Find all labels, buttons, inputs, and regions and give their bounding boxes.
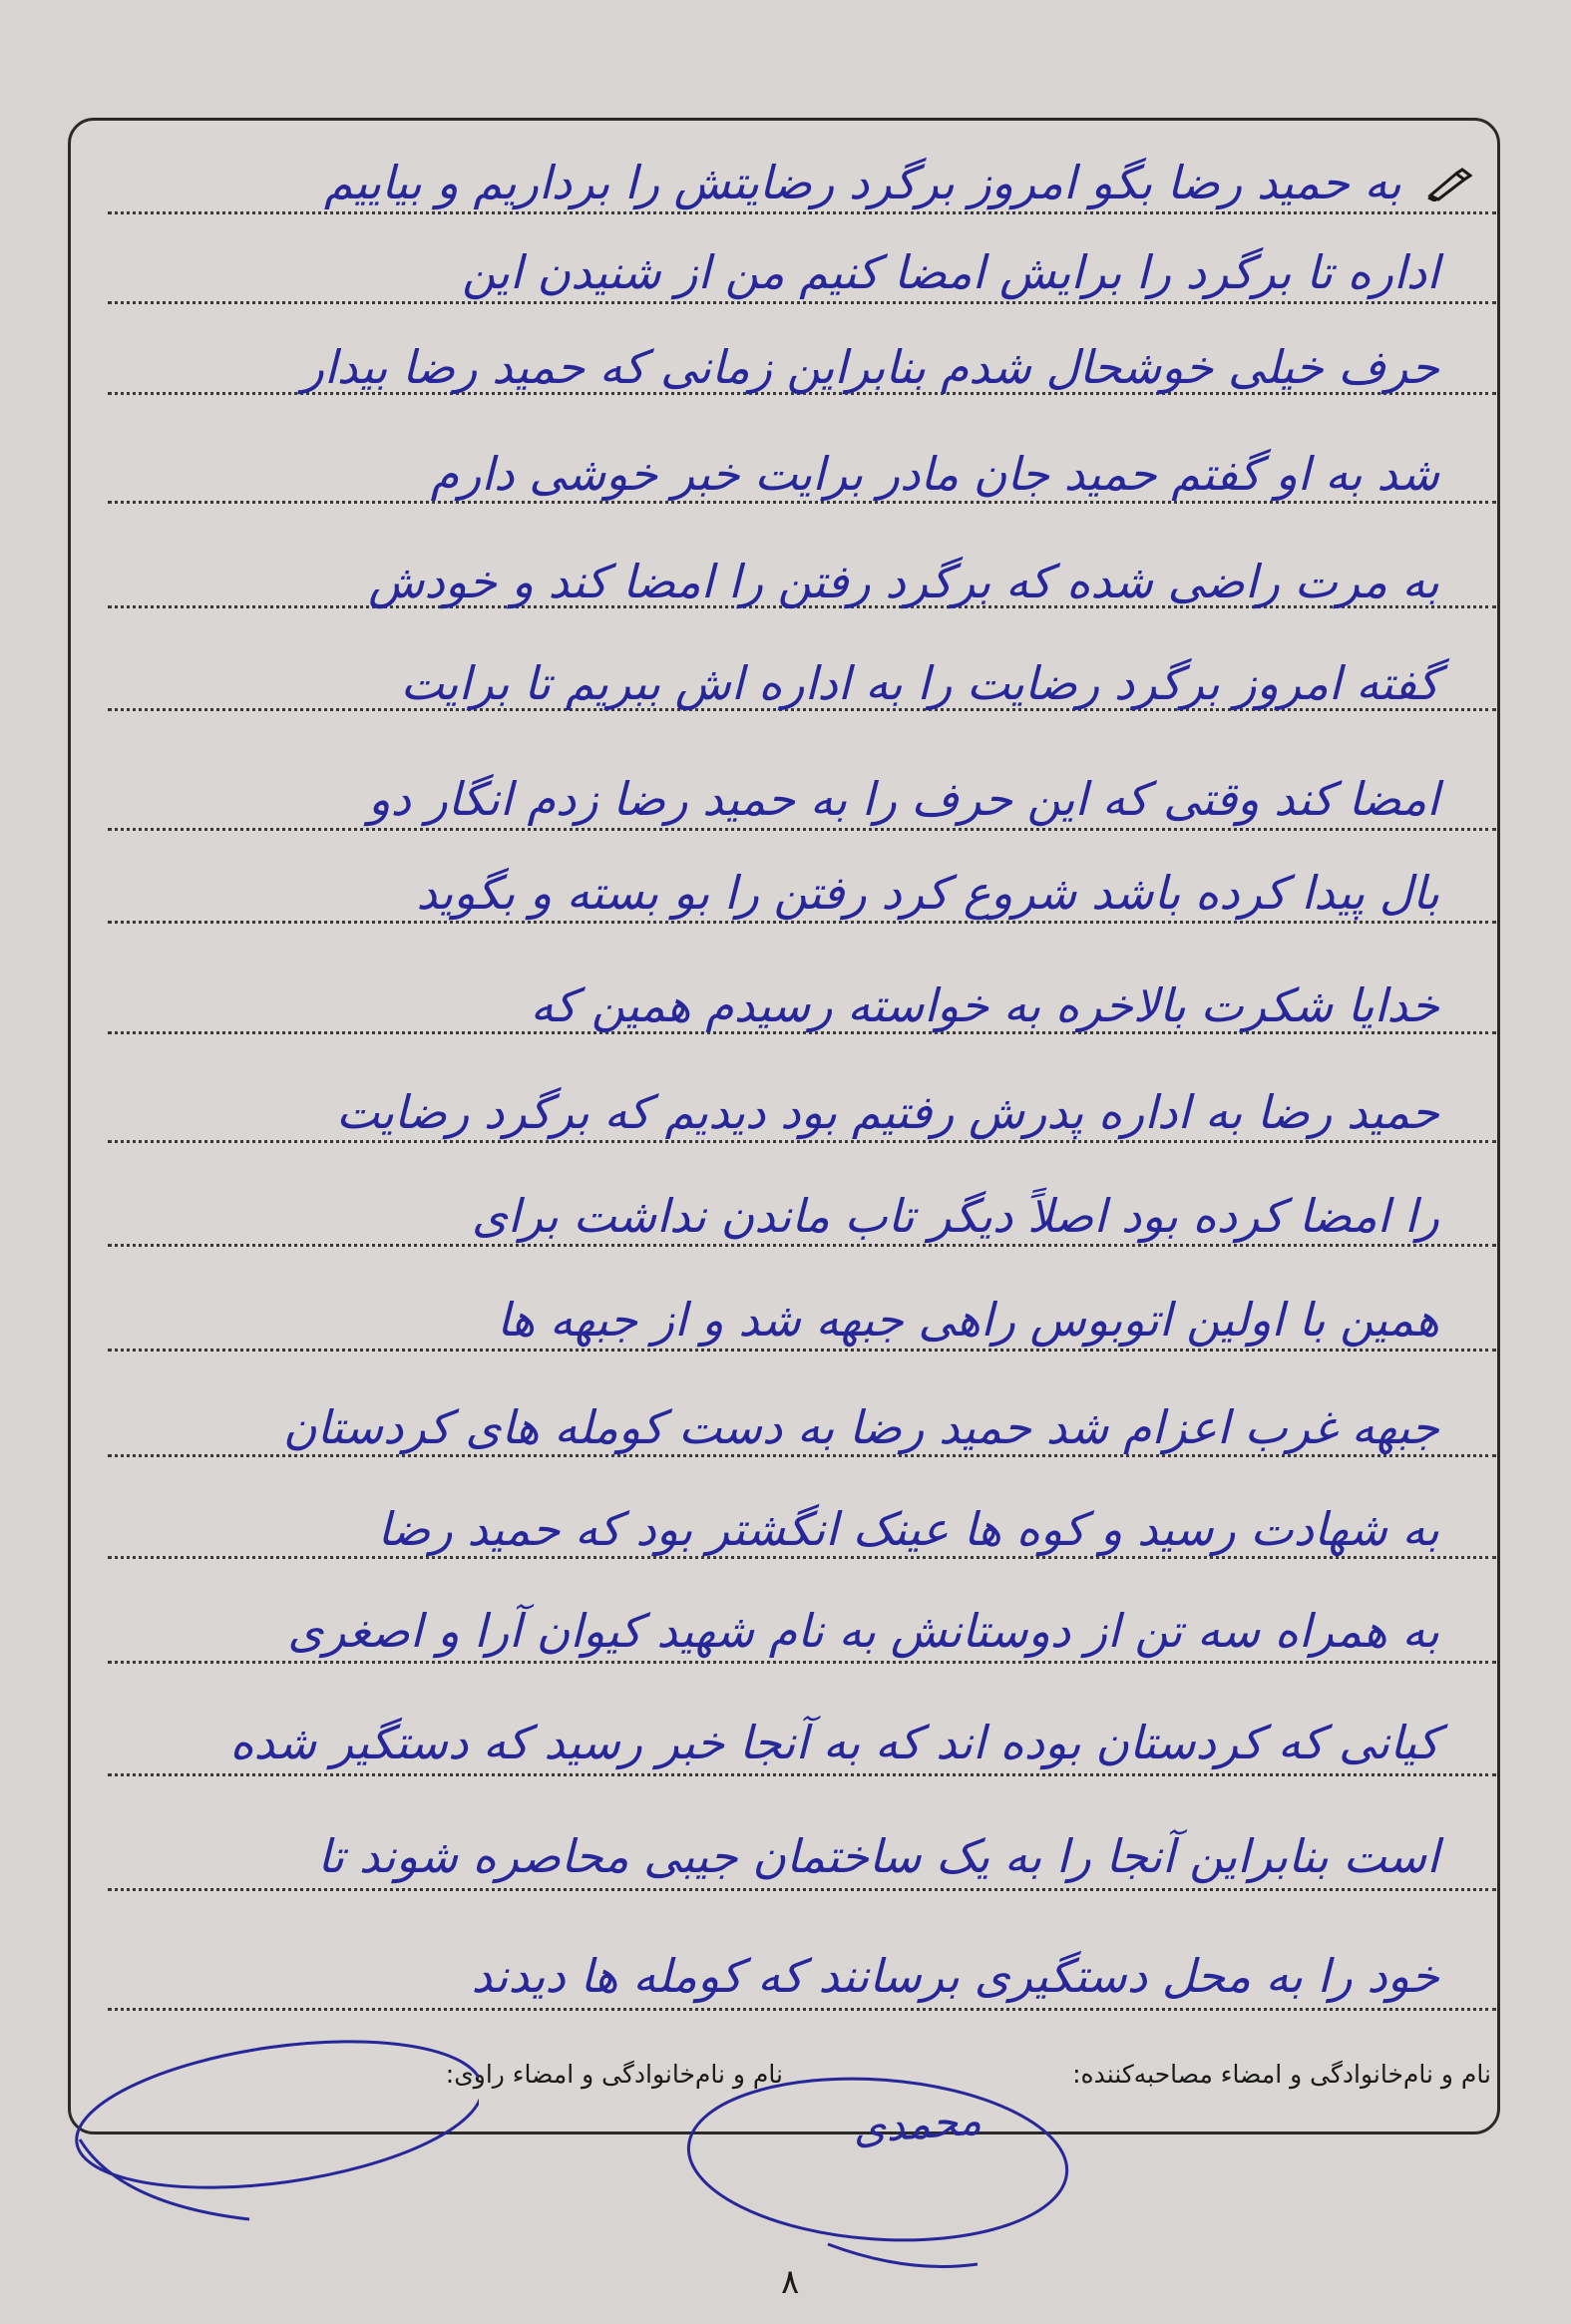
handwritten-line: است بنابراین آنجا را به یک ساختمان جیبی محاصره شوند تا (317, 1829, 1439, 1883)
ruled-line (108, 2008, 1496, 2011)
ruled-line (108, 921, 1496, 924)
handwritten-line: همین با اولین اتوبوس راهی جبهه شد و از جبهه ها (497, 1293, 1439, 1347)
handwritten-line: کیانی که کردستان بوده اند که به آنجا خبر رسید که دستگیر شده (229, 1716, 1439, 1769)
handwritten-line: به مرت راضی شده که برگرد رفتن را امضا کند و خودش (368, 555, 1439, 608)
handwritten-line: را امضا کرده بود اصلاً دیگر تاب ماندن نداشت برای (471, 1189, 1439, 1243)
handwritten-line: جبهه غرب اعزام شد حمید رضا به دست کومله های کردستان (282, 1400, 1439, 1454)
interviewer-signature-label: نام و نام‌خانوادگی و امضاء مصاحبه‌کننده: (1072, 2060, 1491, 2089)
narrator-signature-label: نام و نام‌خانوادگی و امضاء راوی: (445, 2060, 783, 2089)
signature-oval-right (678, 2065, 1097, 2274)
ruled-line (108, 1140, 1496, 1143)
page-number: ۸ (781, 2262, 800, 2302)
ruled-line (108, 501, 1496, 504)
ruled-line (108, 1349, 1496, 1352)
handwritten-line: امضا کند وقتی که این حرف را به حمید رضا زدم انگار دو (368, 772, 1439, 826)
handwritten-line: به حمید رضا بگو امروز برگرد رضایتش را برداریم و بیاییم (323, 156, 1401, 209)
ruled-line (108, 1773, 1496, 1776)
handwritten-line: گفته امروز برگرد رضایت را به اداره اش ببریم تا برایت (400, 656, 1439, 710)
ruled-line (108, 1888, 1496, 1891)
signature-oval-left (60, 2030, 479, 2229)
handwritten-line: به همراه سه تن از دوستانش به نام شهید کیوان آرا و اصغری (287, 1604, 1439, 1658)
handwritten-line: به شهادت رسید و کوه ها عینک انگشتر بود که حمید رضا (377, 1502, 1439, 1556)
handwritten-line: حمید رضا به اداره پدرش رفتیم بود دیدیم که برگرد رضایت (336, 1085, 1439, 1139)
handwritten-line: اداره تا برگرد را برایش امضا کنیم من از شنیدن این (462, 245, 1439, 299)
interviewer-signature: محمدی (851, 2095, 983, 2153)
ruled-line (108, 1244, 1496, 1247)
ruled-line (108, 211, 1496, 214)
handwritten-line: خدایا شکرت بالاخره به خواسته رسیدم همین که (530, 978, 1439, 1032)
ruled-line (108, 828, 1496, 831)
handwritten-line: خود را به محل دستگیری برسانند که کومله ها دیدند (471, 1949, 1439, 2003)
ruled-line (108, 1661, 1496, 1664)
handwritten-line: بال پیدا کرده باشد شروع کرد رفتن را بو بسته و بگوید (416, 866, 1439, 920)
handwritten-line: حرف خیلی خوشحال شدم بنابراین زمانی که حمید رضا بیدار (301, 340, 1439, 394)
ruled-line (108, 1556, 1496, 1559)
ruled-line (108, 1454, 1496, 1457)
handwritten-line: شد به او گفتم حمید جان مادر برایت خبر خوشی دارم (430, 447, 1439, 501)
ruled-line (108, 301, 1496, 304)
